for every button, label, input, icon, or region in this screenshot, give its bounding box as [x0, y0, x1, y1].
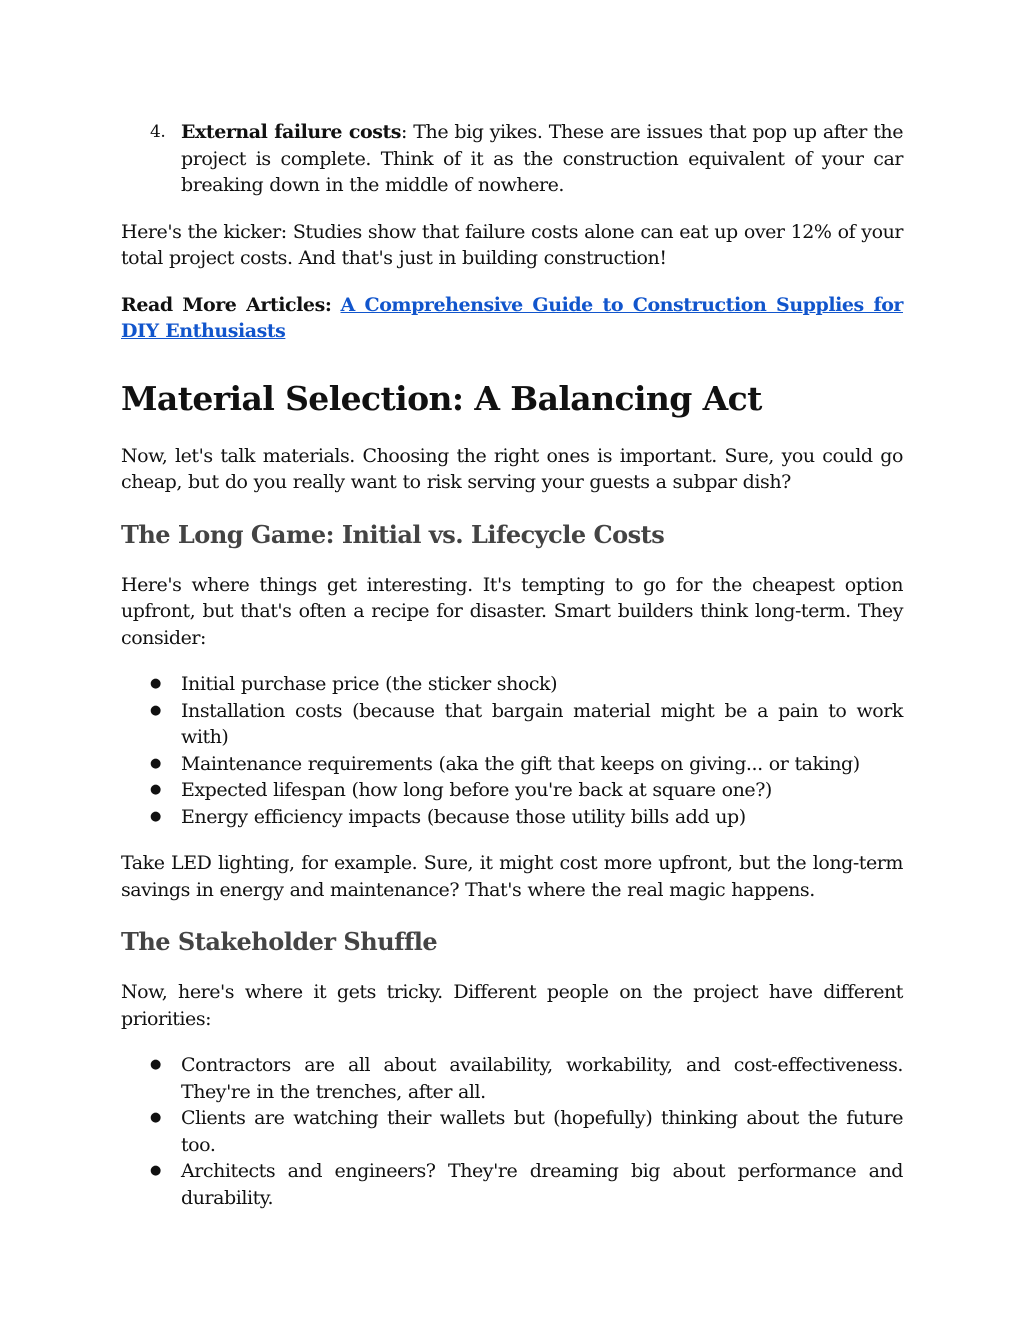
bullet-icon: ● — [150, 1163, 161, 1178]
bullet-icon: ● — [150, 808, 161, 824]
material-intro-paragraph: Now, let's talk materials. Choosing the right ones is important. Sure, you could go cheap, but do you really want to risk serving your guests a subpar dish? — [121, 444, 903, 493]
lifecycle-cost-list — [121, 671, 903, 830]
bullet-icon: ● — [150, 702, 161, 718]
subheading-stakeholder-shuffle: The Stakeholder Shuffle — [121, 927, 438, 956]
bullet-icon: ● — [150, 1057, 161, 1072]
bullet-icon: ● — [150, 755, 161, 771]
list-item-text: : The big yikes. These are issues that pop up after the project is complete. Think of it as the construction equivalent of your car breaking down in the middle of nowhere. — [181, 121, 903, 196]
section-heading-material-selection: Material Selection: A Balancing Act — [121, 378, 762, 418]
list-item: ● Installation costs (because that bargain material might be a pain to work with) — [150, 699, 903, 748]
list-item: ● Initial purchase price (the sticker shock) — [121, 671, 903, 698]
list-number: 4. — [150, 122, 166, 142]
list-item: ● Maintenance requirements (aka the gift that keeps on giving... or taking) — [121, 751, 903, 778]
document-page — [121, 119, 903, 1211]
list-item: ● Clients are watching their wallets but (hopefully) thinking about the future too. — [150, 1107, 903, 1156]
list-item-term: External failure costs — [181, 121, 402, 143]
led-lighting-paragraph: Take LED lighting, for example. Sure, it might cost more upfront, but the long-term savings in energy and maintenance? That's where the real magic happens. — [121, 852, 903, 901]
read-more-link[interactable]: A Comprehensive Guide to Construction Supplies for DIY Enthusiasts — [121, 293, 903, 342]
read-more-label: Read More Articles: — [121, 293, 332, 316]
stakeholder-list — [121, 1052, 903, 1211]
kicker-paragraph: Here's the kicker: Studies show that failure costs alone can eat up over 12% of your total project costs. And that's just in building construction! — [121, 220, 903, 269]
list-item: ● Contractors are all about availability, workability, and cost-effectiveness. They're in the trenches, after all. — [150, 1054, 903, 1103]
read-more-paragraph — [121, 292, 903, 345]
bullet-icon: ● — [150, 1110, 161, 1125]
long-game-intro-paragraph: Here's where things get interesting. It's tempting to go for the cheapest option upfront, but that's often a recipe for disaster. Smart builders think long-term. They consider: — [121, 573, 903, 649]
list-item: ● Expected lifespan (how long before you're back at square one?) — [121, 777, 903, 804]
bullet-icon: ● — [150, 676, 161, 691]
list-item-external-failure-costs — [121, 119, 903, 199]
bullet-icon: ● — [150, 782, 161, 797]
stakeholder-intro-paragraph: Now, here's where it gets tricky. Different people on the project have different priorities: — [121, 981, 903, 1030]
list-item: ● Energy efficiency impacts (because those utility bills add up) — [121, 804, 903, 831]
list-item: ● Architects and engineers? They're dreaming big about performance and durability. — [150, 1160, 903, 1209]
subheading-long-game: The Long Game: Initial vs. Lifecycle Costs — [121, 519, 665, 549]
